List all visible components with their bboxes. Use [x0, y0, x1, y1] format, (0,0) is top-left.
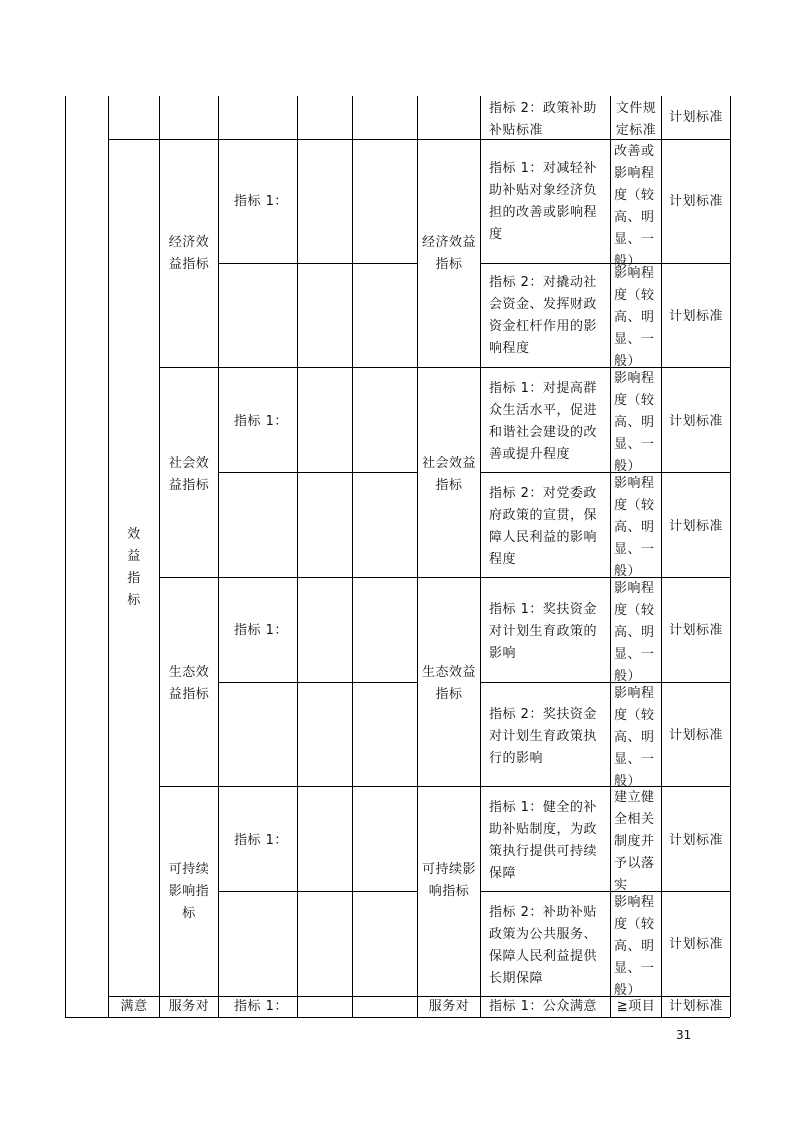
page-number: 31: [676, 1028, 692, 1042]
satisfaction-sub-label: 服务对: [168, 999, 210, 1014]
social-item-2-value: 影响程度（较高、明显、一般）: [614, 476, 655, 579]
economic-benefit-mirror-label: 经济效益指标: [422, 235, 477, 272]
satisfaction-label: 满意: [120, 999, 148, 1014]
economic-item-1-value: 改善或影响程度（较高、明显、一般）: [614, 144, 655, 269]
ecological-item-2-standard: 计划标准: [668, 728, 723, 743]
economic-benefit-label: 经济效益指标: [168, 235, 210, 272]
sustainable-item-2-value: 影响程度（较高、明显、一般）: [614, 895, 655, 998]
satisfaction-item-desc: 指标 1：公众满意: [489, 999, 597, 1014]
social-indicator-1: 指标 1：: [234, 414, 288, 429]
sustainable-item-1-standard: 计划标准: [668, 833, 723, 848]
economic-item-2-value: 影响程度（较高、明显、一般）: [614, 266, 655, 369]
satisfaction-item-value: ≧项目: [616, 999, 656, 1014]
sustainable-impact-mirror-label: 可持续影响指标: [422, 862, 477, 899]
top-indicator-standard: 计划标准: [668, 110, 723, 125]
social-item-2-standard: 计划标准: [668, 519, 723, 534]
top-indicator-desc: 指标 2：政策补助补贴标准: [489, 101, 597, 138]
sustainable-item-1-desc: 指标 1：健全的补助补贴制度，为政策执行提供可持续保障: [489, 800, 598, 881]
top-indicator-value: 文件规定标准: [615, 101, 657, 138]
social-item-1-desc: 指标 1：对提高群众生活水平，促进和谐社会建设的改善或提升程度: [489, 381, 598, 462]
ecological-indicator-1: 指标 1：: [234, 623, 288, 638]
sustainable-impact-label: 可持续影响指标: [168, 862, 210, 921]
social-item-1-value: 影响程度（较高、明显、一般）: [614, 371, 655, 474]
satisfaction-sub-mirror-label: 服务对: [428, 999, 470, 1014]
ecological-item-2-desc: 指标 2：奖扶资金对计划生育政策执行的影响: [489, 707, 598, 766]
ecological-item-2-value: 影响程度（较高、明显、一般）: [614, 686, 655, 789]
economic-item-2-desc: 指标 2：对撬动社会资金、发挥财政资金杠杆作用的影响程度: [489, 275, 598, 356]
sustainable-item-1-value: 建立健全相关制度并予以落实: [614, 790, 655, 893]
ecological-item-1-value: 影响程度（较高、明显、一般）: [614, 581, 655, 684]
benefit-indicator-label: 效益指标: [127, 527, 141, 608]
sustainable-indicator-1: 指标 1：: [234, 833, 288, 848]
ecological-item-1-desc: 指标 1：奖扶资金对计划生育政策的影响: [489, 602, 598, 661]
social-item-1-standard: 计划标准: [668, 414, 723, 429]
economic-item-2-standard: 计划标准: [668, 309, 723, 324]
satisfaction-item-standard: 计划标准: [668, 999, 723, 1014]
economic-item-1-desc: 指标 1：对减轻补助补贴对象经济负担的改善或影响程度: [489, 161, 598, 242]
satisfaction-indicator-1: 指标 1：: [234, 999, 288, 1014]
social-item-2-desc: 指标 2：对党委政府政策的宣贯，保障人民利益的影响程度: [489, 486, 598, 567]
economic-item-1-standard: 计划标准: [668, 194, 723, 209]
sustainable-item-2-desc: 指标 2：补助补贴政策为公共服务、保障人民利益提供长期保障: [489, 905, 598, 986]
social-benefit-label: 社会效益指标: [168, 456, 210, 493]
ecological-benefit-label: 生态效益指标: [168, 665, 210, 702]
social-benefit-mirror-label: 社会效益指标: [422, 456, 477, 493]
ecological-benefit-mirror-label: 生态效益指标: [422, 665, 477, 702]
economic-indicator-1: 指标 1：: [234, 194, 288, 209]
ecological-item-1-standard: 计划标准: [668, 623, 723, 638]
sustainable-item-2-standard: 计划标准: [668, 937, 723, 952]
